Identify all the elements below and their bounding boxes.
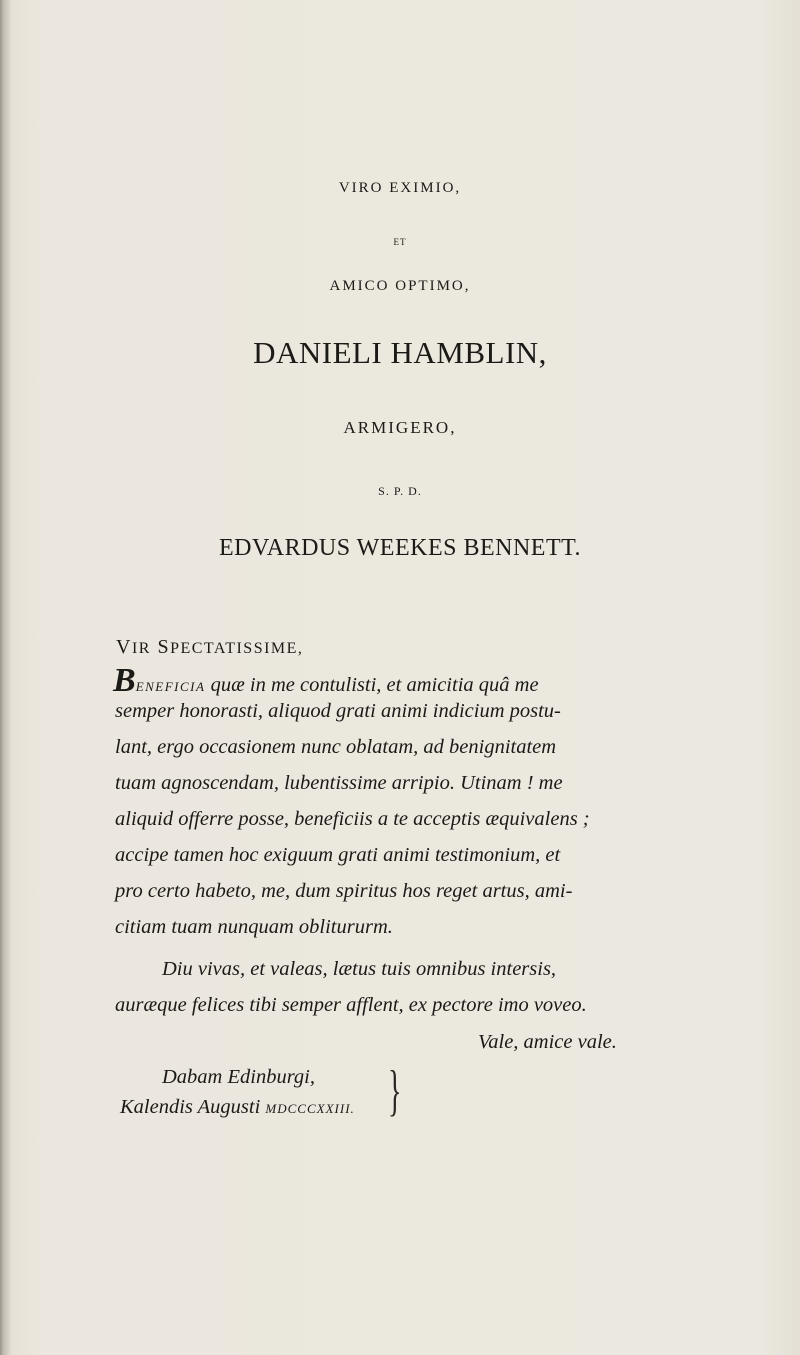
letter-line-4: tuam agnoscendam, lubentissime arripio. Utinam ! me [115, 772, 563, 794]
author-name: EDVARDUS WEEKES BENNETT. [219, 535, 581, 561]
letter-line-3: lant, ergo occasionem nunc oblatam, ad benignitatem [115, 736, 557, 758]
dateline-place: Dabam Edinburgi, [162, 1066, 315, 1088]
dateline-date [120, 1096, 355, 1119]
salutation-initial-s: S [157, 636, 171, 658]
binding-edge [0, 0, 10, 1355]
letter-line-1 [113, 664, 539, 698]
greeting-formula: S. P. D. [378, 484, 422, 498]
valediction: Vale, amice vale. [478, 1031, 617, 1053]
dateline-brace: } [388, 1060, 402, 1122]
dedicatee-name: DANIELI HAMBLIN, [253, 335, 547, 370]
letter-line-10: auræque felices tibi semper afflent, ex pectore imo voveo. [115, 994, 587, 1016]
dateline-date-text: Kalendis Augusti [120, 1096, 266, 1118]
salutation-initial-v: V [116, 636, 132, 658]
dedication-line-viro: VIRO EXIMIO, [338, 180, 462, 196]
dedication-line-amico: AMICO OPTIMO, [329, 278, 471, 294]
dateline-year: MDCCCXXIII. [265, 1101, 355, 1116]
salutation-rest-spectatissime: PECTATISSIME, [170, 640, 304, 657]
letter-line-8: citiam tuam nunquam oblitururm. [115, 916, 393, 938]
salutation-rest-ir: IR [131, 640, 151, 657]
drop-cap: B [113, 662, 136, 699]
letter-line-5: aliquid offerre posse, beneficiis a te acceptis æquivalens ; [115, 808, 590, 830]
salutation [116, 636, 303, 659]
letter-line-9: Diu vivas, et valeas, lætus tuis omnibus intersis, [162, 958, 557, 980]
letter-line-7: pro certo habeto, me, dum spiritus hos reget artus, ami- [115, 880, 573, 902]
dedicatee-rank: ARMIGERO, [343, 418, 457, 437]
letter-line-6: accipe tamen hoc exiguum grati animi testimonium, et [115, 844, 561, 866]
first-word-rest: ENEFICIA [135, 679, 206, 694]
dedication-line-et: ET [393, 237, 407, 247]
letter-line-2: semper honorasti, aliquod grati animi indicium postu- [115, 700, 561, 722]
letter-line-1-text: quæ in me contulisti, et amicitia quâ me [205, 674, 539, 696]
